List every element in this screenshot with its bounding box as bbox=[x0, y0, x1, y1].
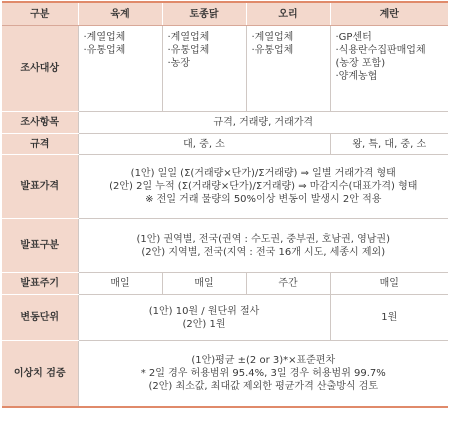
cell-announce-class bbox=[78, 219, 448, 273]
target-broiler-2: ·유통업체 bbox=[83, 45, 126, 56]
cell-period-egg: 매일 bbox=[330, 273, 448, 295]
label-announced-price: 발표가격 bbox=[2, 155, 78, 219]
cell-unit-egg: 1원 bbox=[330, 295, 448, 341]
label-spec: 규격 bbox=[2, 134, 78, 155]
header-category: 구분 bbox=[2, 2, 78, 26]
price-survey-table bbox=[2, 1, 448, 408]
cell-spec-poultry: 대, 중, 소 bbox=[78, 134, 330, 155]
row-announced-price bbox=[2, 155, 448, 219]
label-outlier-check: 이상치 검증 bbox=[2, 341, 78, 407]
label-survey-items: 조사항목 bbox=[2, 112, 78, 134]
price-note: ※ 전일 거래 물량의 50%이상 변동이 발생시 2안 적용 bbox=[145, 194, 382, 205]
outlier-option-2: (2안) 최소값, 최대값 제외한 평균가격 산출방식 검토 bbox=[148, 380, 379, 392]
target-native-1: ·계열업체 bbox=[167, 32, 210, 43]
header-native-chicken: 토종닭 bbox=[162, 2, 246, 26]
price-option-1: (1안) 일일 (Σ(거래량×단가)/Σ거래량) ⇒ 일별 거래가격 형태 bbox=[130, 168, 396, 179]
cell-target-broiler bbox=[78, 26, 162, 112]
target-egg-3: (농장 포함) bbox=[335, 58, 386, 69]
label-announce-class: 발표구분 bbox=[2, 219, 78, 273]
price-option-2: (2안) 2일 누적 (Σ(거래량×단가)/Σ거래량) ⇒ 마감지수(대표가격) 형태 bbox=[109, 181, 418, 192]
cell-announced-price bbox=[78, 155, 448, 219]
header-broiler: 육계 bbox=[78, 2, 162, 26]
target-native-3: ·농장 bbox=[167, 58, 190, 69]
label-survey-target: 조사대상 bbox=[2, 26, 78, 112]
row-announce-period bbox=[2, 273, 448, 295]
label-change-unit: 변동단위 bbox=[2, 295, 78, 341]
unit-option-2: (2안) 1원 bbox=[182, 318, 226, 330]
target-egg-4: ·양계농협 bbox=[335, 71, 378, 82]
unit-option-1: (1안) 10원 / 원단위 절사 bbox=[148, 305, 260, 317]
cell-period-native: 매일 bbox=[162, 273, 246, 295]
row-outlier-check bbox=[2, 341, 448, 407]
target-native-2: ·유통업체 bbox=[167, 45, 210, 56]
cell-target-native bbox=[162, 26, 246, 112]
cell-unit-poultry bbox=[78, 295, 330, 341]
class-option-1: (1안) 권역별, 전국(권역 : 수도권, 중부권, 호남권, 영남권) bbox=[136, 233, 390, 245]
row-survey-target bbox=[2, 26, 448, 112]
row-spec bbox=[2, 134, 448, 155]
cell-outlier-check bbox=[78, 341, 448, 407]
header-row bbox=[2, 2, 448, 26]
target-egg-1: ·GP센터 bbox=[335, 32, 372, 43]
class-option-2: (2안) 지역별, 전국(지역 : 전국 16개 시도, 세종시 제외) bbox=[141, 246, 386, 258]
target-egg-2: ·식용란수집판매업체 bbox=[335, 45, 426, 56]
target-duck-1: ·계열업체 bbox=[251, 32, 294, 43]
label-announce-period: 발표주기 bbox=[2, 273, 78, 295]
cell-target-egg bbox=[330, 26, 448, 112]
row-announce-class bbox=[2, 219, 448, 273]
header-egg: 계란 bbox=[330, 2, 448, 26]
outlier-option-1: (1안)평균 ±(2 or 3)*×표준편차 bbox=[191, 354, 336, 366]
cell-target-duck bbox=[246, 26, 330, 112]
cell-period-broiler: 매일 bbox=[78, 273, 162, 295]
row-survey-items bbox=[2, 112, 448, 134]
cell-spec-egg: 왕, 특, 대, 중, 소 bbox=[330, 134, 448, 155]
row-change-unit bbox=[2, 295, 448, 341]
target-duck-2: ·유통업체 bbox=[251, 45, 294, 56]
outlier-note: * 2일 경우 허용범위 95.4%, 3일 경우 허용범위 99.7% bbox=[140, 367, 386, 379]
header-duck: 오리 bbox=[246, 2, 330, 26]
cell-survey-items: 규격, 거래량, 거래가격 bbox=[78, 112, 448, 134]
target-broiler-1: ·계열업체 bbox=[83, 32, 126, 43]
cell-period-duck: 주간 bbox=[246, 273, 330, 295]
